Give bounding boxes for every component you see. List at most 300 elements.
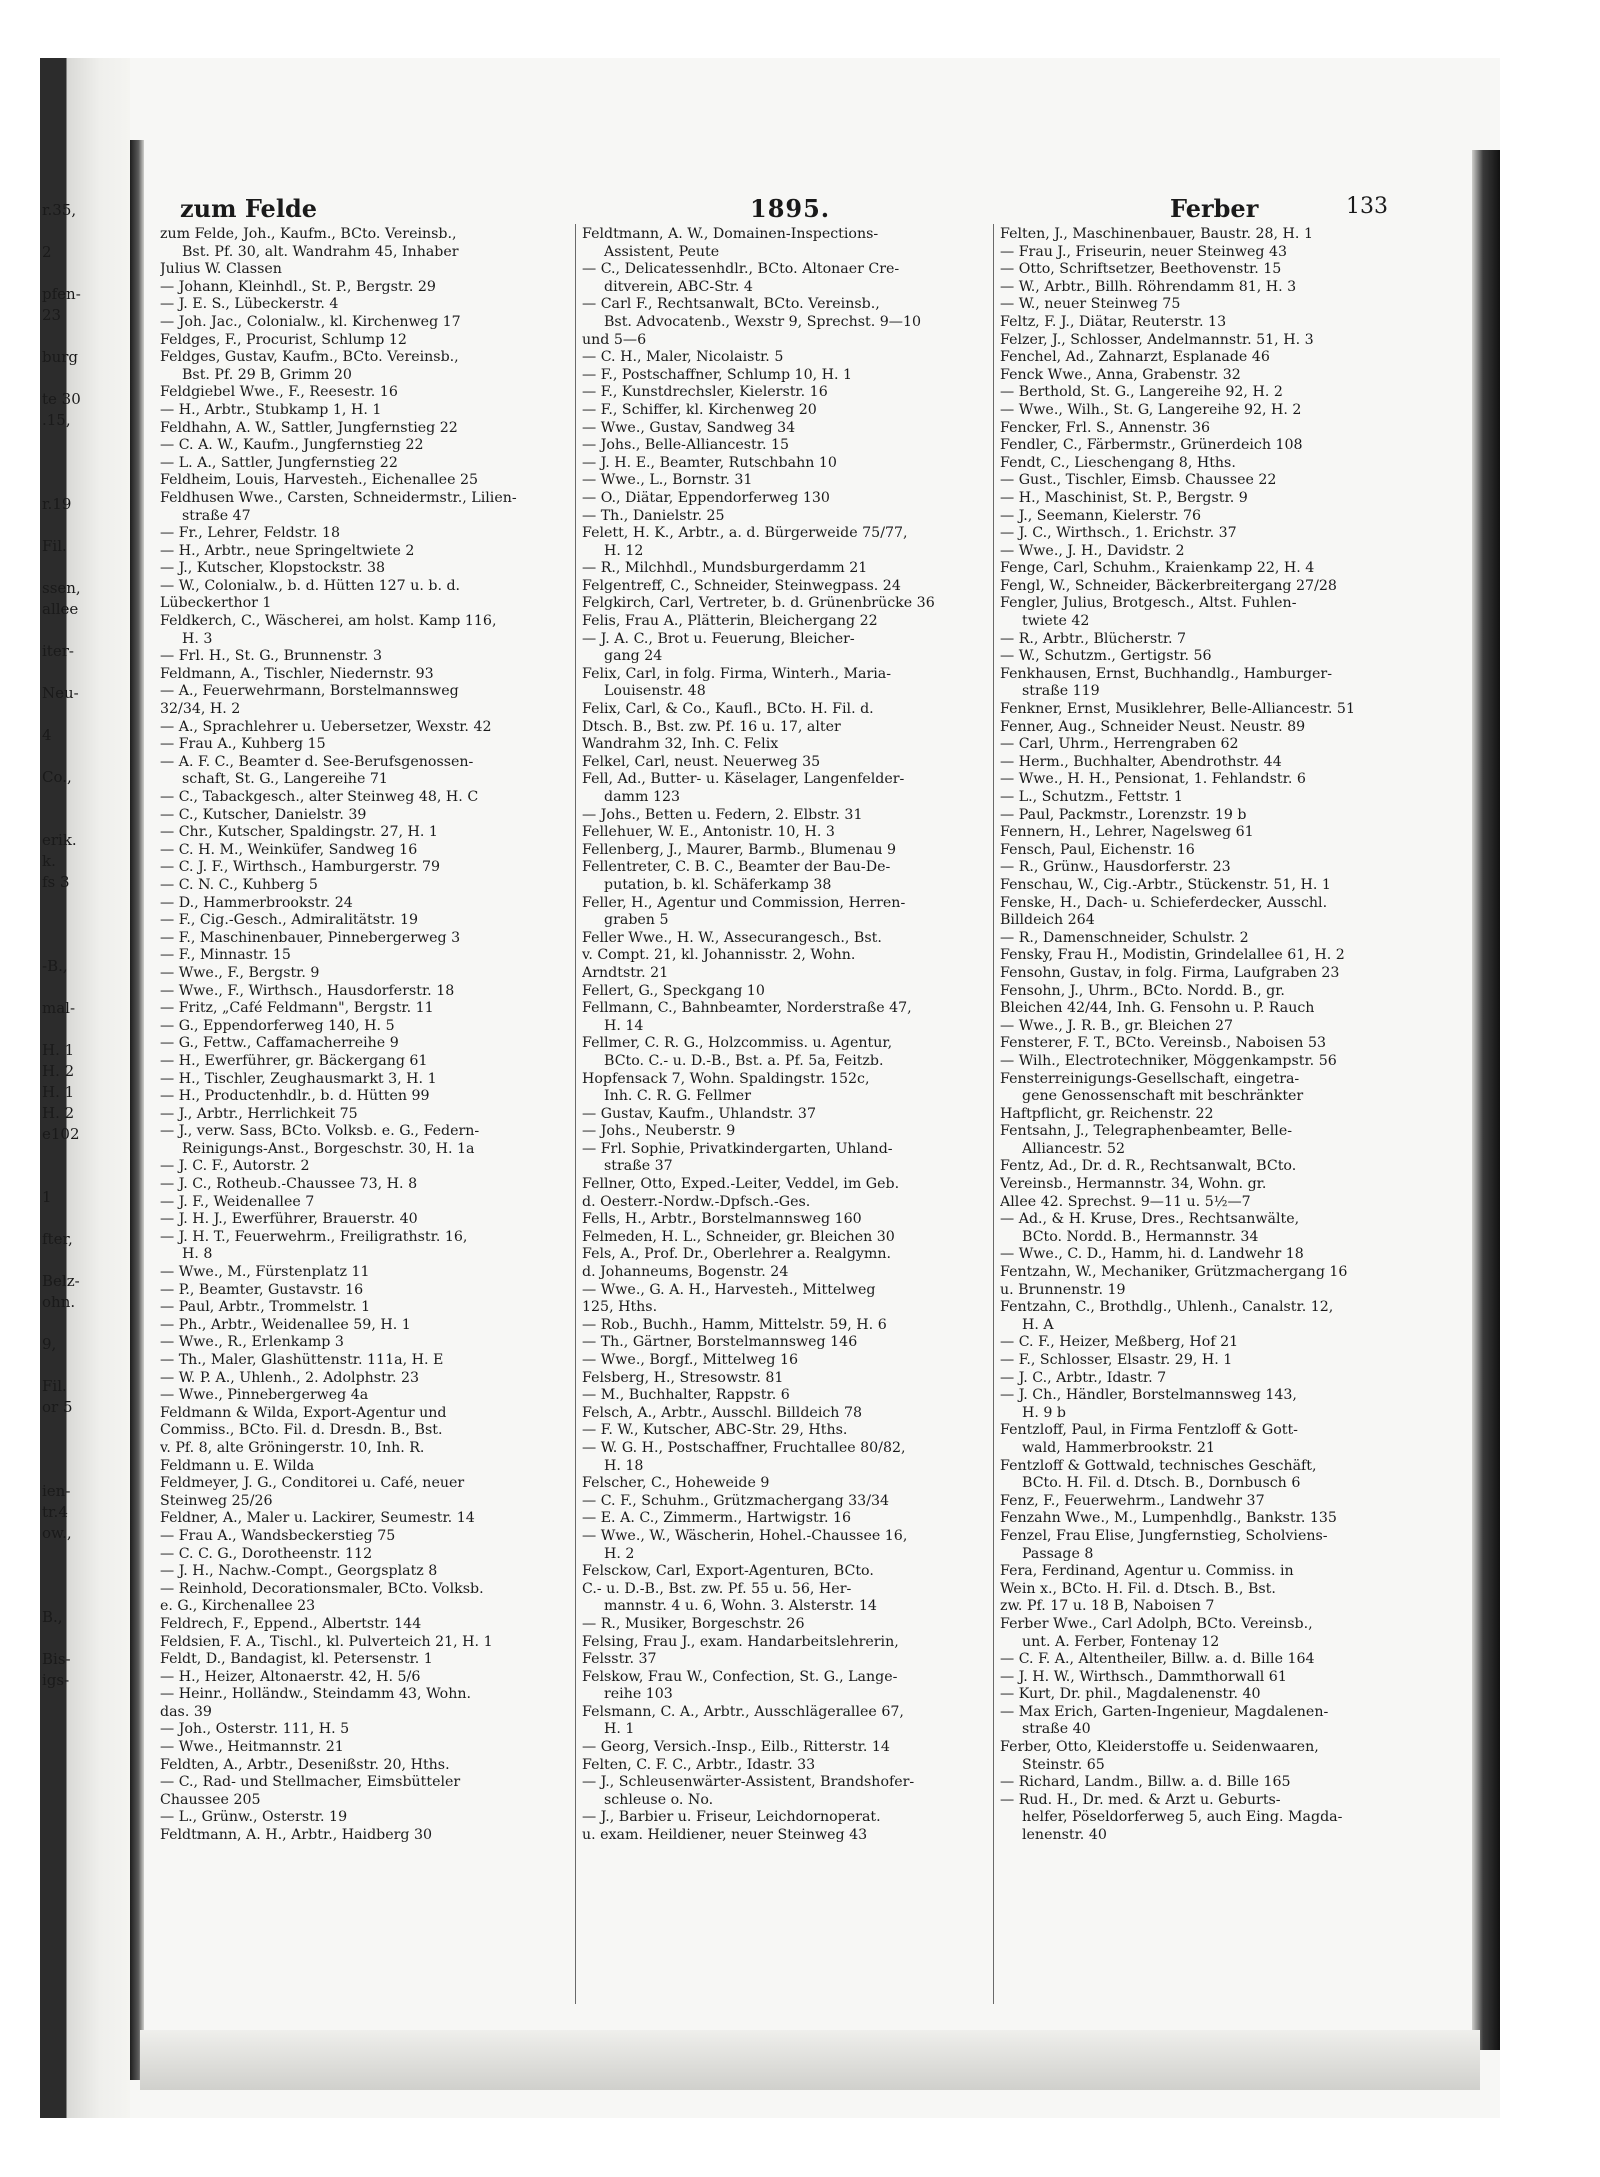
directory-entry-line: Feller Wwe., H. W., Assecurangesch., Bst. <box>582 929 882 946</box>
directory-entry-line: Fenchel, Ad., Zahnarzt, Esplanade 46 <box>1000 349 1270 366</box>
directory-entry-line: gang 24 <box>604 648 663 665</box>
directory-entry-line: Felix, Carl, in folg. Firma, Winterh., Maria- <box>582 665 892 682</box>
directory-entry-line: — Wwe., G. A. H., Harvesteh., Mittelweg <box>582 1281 876 1298</box>
directory-entry-line: — J. H., Nachw.-Compt., Georgsplatz 8 <box>160 1563 438 1580</box>
directory-entry-line: — C. A. W., Kaufm., Jungfernstieg 22 <box>160 437 424 454</box>
directory-entry-line: — Th., Danielstr. 25 <box>582 507 725 524</box>
directory-entry-line: straße 40 <box>1022 1721 1091 1738</box>
directory-entry-line: — J., verw. Sass, BCto. Volksb. e. G., Federn- <box>160 1123 480 1140</box>
directory-entry-line: — Frau A., Kuhberg 15 <box>160 736 326 753</box>
directory-entry-line: Felmeden, H. L., Schneider, gr. Bleichen 30 <box>582 1228 895 1245</box>
directory-entry-line: — J. C., Wirthsch., 1. Erichstr. 37 <box>1000 525 1237 542</box>
directory-entry-line: Fenzel, Frau Elise, Jungfernstieg, Scholviens- <box>1000 1527 1328 1544</box>
directory-entry-line: — J. H. T., Feuerwehrm., Freiligrathstr. 16, <box>160 1228 468 1245</box>
directory-entry-line: Fellmer, C. R. G., Holzcommiss. u. Agentur, <box>582 1035 893 1052</box>
margin-fragment: 1 <box>42 1188 52 1206</box>
margin-fragment <box>42 221 130 242</box>
directory-entry-line: Steinstr. 65 <box>1022 1756 1105 1773</box>
directory-entry-line: — W., Colonialw., b. d. Hütten 127 u. b. d. <box>160 577 461 594</box>
previous-page-margin-text <box>42 200 130 1691</box>
margin-fragment: 23 <box>42 306 62 324</box>
directory-entry-line: — Joh. Jac., Colonialw., kl. Kirchenweg 17 <box>160 313 461 330</box>
directory-entry-line: — Johs., Belle-Alliancestr. 15 <box>582 437 790 454</box>
directory-entry-line: Billdeich 264 <box>1000 912 1095 929</box>
directory-entry-line: Feller, H., Agentur und Commission, Herren- <box>582 894 906 911</box>
directory-entry-line: — Wwe., F., Bergstr. 9 <box>160 964 320 981</box>
directory-entry-line: v. Compt. 21, kl. Johannisstr. 2, Wohn. <box>582 947 856 964</box>
directory-entry-line: Fels, A., Prof. Dr., Oberlehrer a. Realgymn. <box>582 1246 892 1263</box>
directory-entry-line: e. G., Kirchenallee 23 <box>160 1598 316 1615</box>
directory-entry-line: — R., Damenschneider, Schulstr. 2 <box>1000 929 1249 946</box>
directory-entry-line: — G., Eppendorferweg 140, H. 5 <box>160 1017 395 1034</box>
margin-fragment: k. <box>42 852 56 870</box>
directory-entry-line: — Berthold, St. G., Langereihe 92, H. 2 <box>1000 384 1283 401</box>
directory-entry-line: Fencker, Frl. S., Annenstr. 36 <box>1000 419 1211 436</box>
margin-fragment: H. 2 <box>42 1062 75 1080</box>
directory-entry-line: Fendler, C., Färbermstr., Grünerdeich 108 <box>1000 437 1303 454</box>
directory-entry-line: Feldhahn, A. W., Sattler, Jungfernstieg 22 <box>160 419 458 436</box>
margin-fragment: 2 <box>42 243 52 261</box>
directory-entry-line: — F., Schiffer, kl. Kirchenweg 20 <box>582 401 817 418</box>
directory-entry-line: — Wwe., W., Wäscherin, Hohel.-Chaussee 16, <box>582 1527 908 1544</box>
directory-entry-line: — Richard, Landm., Billw. a. d. Bille 165 <box>1000 1774 1291 1791</box>
margin-fragment <box>42 1418 130 1439</box>
directory-entry-line: — A., Feuerwehrmann, Borstelmannsweg <box>160 683 459 700</box>
margin-fragment <box>42 557 130 578</box>
margin-fragment: ien- <box>42 1482 71 1500</box>
directory-entry-line: Bst. Pf. 29 B, Grimm 20 <box>182 366 352 383</box>
directory-entry-line: Julius W. Classen <box>160 261 282 278</box>
directory-entry-line: — Paul, Packmstr., Lorenzstr. 19 b <box>1000 806 1247 823</box>
directory-entry-line: — Max Erich, Garten-Ingenieur, Magdalenen- <box>1000 1703 1329 1720</box>
directory-entry-line: H. 9 b <box>1022 1404 1067 1421</box>
directory-entry-line: — E. A. C., Zimmerm., Hartwigstr. 16 <box>582 1510 852 1527</box>
margin-fragment <box>42 326 130 347</box>
margin-fragment: -B., <box>42 957 68 975</box>
directory-entry-line: — J., Schleusenwärter-Assistent, Brandshofer- <box>582 1774 915 1791</box>
directory-entry-line: — Rob., Buchh., Hamm, Mittelstr. 59, H. 6 <box>582 1316 887 1333</box>
directory-entry-line: Chaussee 205 <box>160 1791 261 1808</box>
directory-entry-line: — Chr., Kutscher, Spaldingstr. 27, H. 1 <box>160 824 438 841</box>
directory-entry-line: — A. F. C., Beamter d. See-Berufsgenossen- <box>160 753 474 770</box>
margin-fragment <box>42 893 130 914</box>
directory-entry-line: — L. A., Sattler, Jungfernstieg 22 <box>160 454 398 471</box>
margin-fragment <box>42 1544 130 1565</box>
margin-fragment <box>42 1019 130 1040</box>
directory-entry-line: Louisenstr. 48 <box>604 683 706 700</box>
page-number: 133 <box>1346 194 1388 219</box>
directory-entry-line: Fensterer, F. T., BCto. Vereinsb., Naboisen 53 <box>1000 1035 1327 1052</box>
directory-entry-line: Bst. Advocatenb., Wexstr 9, Sprechst. 9—10 <box>604 313 922 330</box>
directory-entry-line: Felsing, Frau J., exam. Handarbeitslehrerin, <box>582 1633 899 1650</box>
directory-entry-line: schaft, St. G., Langereihe 71 <box>182 771 388 788</box>
directory-entry-line: gene Genossenschaft mit beschränkter <box>1022 1088 1304 1105</box>
directory-entry-line: u. exam. Heildiener, neuer Steinweg 43 <box>582 1827 868 1844</box>
directory-entry-line: Fenschau, W., Cig.-Arbtr., Stückenstr. 51, H. 1 <box>1000 876 1331 893</box>
margin-fragment: igs- <box>42 1671 70 1689</box>
directory-entry-line: — H., Tischler, Zeughausmarkt 3, H. 1 <box>160 1070 437 1087</box>
directory-entry-line: Felskow, Frau W., Confection, St. G., Lange- <box>582 1668 898 1685</box>
directory-entry-line: — J., Seemann, Kielerstr. 76 <box>1000 507 1202 524</box>
margin-fragment: Co., <box>42 768 72 786</box>
directory-entry-line: — Johs., Betten u. Federn, 2. Elbstr. 31 <box>582 806 863 823</box>
directory-entry-line: — F., Kunstdrechsler, Kielerstr. 16 <box>582 384 828 401</box>
directory-entry-line: — Gust., Tischler, Eimsb. Chaussee 22 <box>1000 472 1277 489</box>
directory-entry-line: C.- u. D.-B., Bst. zw. Pf. 55 u. 56, Her- <box>582 1580 852 1597</box>
margin-fragment: iter- <box>42 642 74 660</box>
directory-entry-line: BCto. H. Fil. d. Dtsch. B., Dornbusch 6 <box>1022 1475 1301 1492</box>
margin-fragment <box>42 746 130 767</box>
directory-entry-line: — H., Arbtr., Stubkamp 1, H. 1 <box>160 401 382 418</box>
directory-entry-line: 32/34, H. 2 <box>160 701 241 718</box>
directory-entry-line: Bst. Pf. 30, alt. Wandrahm 45, Inhaber <box>182 243 459 260</box>
directory-entry-line: — M., Buchhalter, Rappstr. 6 <box>582 1387 790 1404</box>
directory-entry-line: — H., Heizer, Altonaerstr. 42, H. 5/6 <box>160 1668 421 1685</box>
directory-entry-line: — O., Diätar, Eppendorferweg 130 <box>582 489 830 506</box>
directory-entry-line: Feldhusen Wwe., Carsten, Schneidermstr., Lilien- <box>160 489 517 506</box>
directory-entry-line: — Johs., Neuberstr. 9 <box>582 1123 736 1140</box>
directory-entry-line: lenenstr. 40 <box>1022 1827 1107 1844</box>
directory-entry-line: — C. H., Maler, Nicolaistr. 5 <box>582 349 784 366</box>
directory-entry-line: Haftpflicht, gr. Reichenstr. 22 <box>1000 1105 1214 1122</box>
page-bottom-shadow <box>140 2030 1480 2090</box>
directory-entry-line: — F., Cig.-Gesch., Admiralitätstr. 19 <box>160 912 419 929</box>
directory-entry-line: twiete 42 <box>1022 613 1090 630</box>
directory-entry-line: u. Brunnenstr. 19 <box>1000 1281 1126 1298</box>
page-edge <box>1472 150 1500 2050</box>
directory-entry-line: — J. H. W., Wirthsch., Dammthorwall 61 <box>1000 1668 1287 1685</box>
directory-entry-line: Feldner, A., Maler u. Lackirer, Seumestr. 14 <box>160 1510 475 1527</box>
directory-entry-line: Dtsch. B., Bst. zw. Pf. 16 u. 17, alter <box>582 718 841 735</box>
margin-fragment <box>42 515 130 536</box>
margin-fragment: ssen, <box>42 579 81 597</box>
directory-entry-line: — W. G. H., Postschaffner, Fruchtallee 80/82, <box>582 1439 906 1456</box>
running-header <box>160 194 1388 224</box>
directory-entry-line: Feltz, F. J., Diätar, Reuterstr. 13 <box>1000 313 1227 330</box>
directory-entry-line: — Frl. Sophie, Privatkindergarten, Uhland- <box>582 1140 893 1157</box>
directory-entry-line: Commiss., BCto. Fil. d. Dresdn. B., Bst. <box>160 1422 443 1439</box>
directory-entry-line: — Wwe., Borgf., Mittelweg 16 <box>582 1352 799 1368</box>
directory-entry-line: Feldmann, A., Tischler, Niedernstr. 93 <box>160 665 434 682</box>
directory-entry-line: — Th., Maler, Glashüttenstr. 111a, H. E <box>160 1352 444 1368</box>
directory-entry-line: — Wwe., F., Wirthsch., Hausdorferstr. 18 <box>160 982 455 999</box>
directory-entry-line: straße 119 <box>1022 683 1100 700</box>
directory-entry-line: — H., Productenhdlr., b. d. Hütten 99 <box>160 1088 430 1105</box>
book-gutter <box>130 140 144 2080</box>
header-left-catchword: zum Felde <box>180 194 317 223</box>
margin-fragment: burg <box>42 348 79 366</box>
margin-fragment <box>42 1439 130 1460</box>
directory-entry-line: — C. N. C., Kuhberg 5 <box>160 876 318 893</box>
directory-entry-line: — R., Grünw., Hausdorferstr. 23 <box>1000 859 1231 876</box>
directory-entry-line: — Wilh., Electrotechniker, Möggenkampstr. 56 <box>1000 1052 1337 1069</box>
directory-entry-line: — Wwe., Heitmannstr. 21 <box>160 1739 344 1756</box>
directory-entry-line: — J. C., Rotheub.-Chaussee 73, H. 8 <box>160 1176 418 1193</box>
directory-entry-line: zw. Pf. 17 u. 18 B, Naboisen 7 <box>1000 1598 1215 1615</box>
margin-fragment <box>42 809 130 830</box>
directory-entry-line: H. 2 <box>604 1545 635 1562</box>
margin-fragment: r.19 <box>42 495 72 513</box>
directory-entry-line: H. 14 <box>604 1017 644 1034</box>
directory-entry-line: Felsch, A., Arbtr., Ausschl. Billdeich 78 <box>582 1404 863 1421</box>
directory-entry-line: Fenzahn Wwe., M., Lumpenhdlg., Bankstr. 135 <box>1000 1510 1337 1527</box>
directory-entry-line: Feldmann & Wilda, Export-Agentur und <box>160 1404 447 1421</box>
directory-entry-line: — G., Fettw., Caffamacherreihe 9 <box>160 1035 399 1052</box>
header-right-catchword: Ferber <box>1170 194 1259 223</box>
directory-entry-line: Felgkirch, Carl, Vertreter, b. d. Grünenbrücke 36 <box>582 595 935 612</box>
directory-entry-line: reihe 103 <box>604 1686 673 1703</box>
directory-entry-line: Felsckow, Carl, Export-Agenturen, BCto. <box>582 1563 874 1580</box>
directory-entry-line: — Fr., Lehrer, Feldstr. 18 <box>160 525 341 542</box>
directory-entry-line: Arndtstr. 21 <box>582 964 669 981</box>
directory-entry-line: wald, Hammerbrookstr. 21 <box>1022 1439 1215 1456</box>
margin-fragment <box>42 1166 130 1187</box>
directory-entry-line: Felten, C. F. C., Arbtr., Idastr. 33 <box>582 1756 816 1773</box>
directory-entry-line: — Frau A., Wandsbeckerstieg 75 <box>160 1527 396 1544</box>
directory-entry-line: — Wwe., R., Erlenkamp 3 <box>160 1334 344 1351</box>
header-year: 1895. <box>750 194 831 223</box>
directory-entry-line: — Reinhold, Decorationsmaler, BCto. Volksb. <box>160 1580 484 1597</box>
directory-entry-line: — C. H. M., Weinküfer, Sandweg 16 <box>160 841 418 858</box>
margin-fragment: erik. <box>42 831 77 849</box>
directory-entry-line: H. 18 <box>604 1457 644 1474</box>
directory-entry-line: — L., Grünw., Osterstr. 19 <box>160 1809 348 1826</box>
margin-fragment: or 5 <box>42 1398 73 1416</box>
margin-fragment <box>42 935 130 956</box>
directory-entry-line: zum Felde, Joh., Kaufm., BCto. Vereinsb., <box>160 226 457 242</box>
directory-entry-line: BCto. Nordd. B., Hermannstr. 34 <box>1022 1228 1259 1245</box>
directory-entry-line: v. Pf. 8, alte Gröningerstr. 10, Inh. R. <box>160 1439 425 1456</box>
margin-fragment: ow., <box>42 1524 72 1542</box>
directory-entry-line: — Johann, Kleinhdl., St. P., Bergstr. 29 <box>160 278 436 295</box>
margin-fragment <box>42 1145 130 1166</box>
directory-entry-line: Fellmann, C., Bahnbeamter, Norderstraße 47, <box>582 1000 912 1017</box>
directory-entry-line: Felis, Frau A., Plätterin, Bleichergang 22 <box>582 613 878 630</box>
margin-fragment <box>42 263 130 284</box>
margin-fragment: Bis- <box>42 1650 71 1668</box>
directory-entry-line: Ferber Wwe., Carl Adolph, BCto. Vereinsb., <box>1000 1615 1313 1632</box>
directory-entry-line: Fensohn, J., Uhrm., BCto. Nordd. B., gr. <box>1000 982 1285 999</box>
directory-entry-line: Felsberg, H., Stresowstr. 81 <box>582 1369 784 1386</box>
margin-fragment <box>42 662 130 683</box>
margin-fragment <box>42 977 130 998</box>
directory-entry-line: — H., Ewerführer, gr. Bäckergang 61 <box>160 1052 428 1069</box>
directory-entry-line: 125, Hths. <box>582 1299 658 1316</box>
directory-column-3 <box>1000 226 1402 1845</box>
directory-entry-line: — C., Kutscher, Danielstr. 39 <box>160 806 367 823</box>
margin-fragment <box>42 1565 130 1586</box>
directory-entry-line: Fensch, Paul, Eichenstr. 16 <box>1000 841 1195 858</box>
directory-entry-line: — J., Arbtr., Herrlichkeit 75 <box>160 1105 358 1122</box>
directory-entry-line: Felix, Carl, & Co., Kaufl., BCto. H. Fil. d. <box>582 701 874 718</box>
directory-entry-line: — H., Arbtr., neue Springeltwiete 2 <box>160 542 415 559</box>
directory-entry-line: — Kurt, Dr. phil., Magdalenenstr. 40 <box>1000 1686 1261 1703</box>
margin-fragment <box>42 1586 130 1607</box>
directory-entry-line: Bleichen 42/44, Inh. G. Fensohn u. P. Rauch <box>1000 1000 1315 1017</box>
directory-entry-line: — Wwe., C. D., Hamm, hi. d. Landwehr 18 <box>1000 1246 1304 1263</box>
directory-entry-line: Fentsahn, J., Telegraphenbeamter, Belle- <box>1000 1123 1293 1140</box>
directory-entry-line: — R., Musiker, Borgeschstr. 26 <box>582 1615 805 1632</box>
directory-entry-line: Fenske, H., Dach- u. Schieferdecker, Ausschl. <box>1000 894 1328 911</box>
directory-entry-line: Fensohn, Gustav, in folg. Firma, Laufgraben 23 <box>1000 964 1340 981</box>
margin-fragment <box>42 1208 130 1229</box>
directory-entry-line: H. 12 <box>604 542 644 559</box>
directory-entry-line: — F., Schlosser, Elsastr. 29, H. 1 <box>1000 1352 1233 1368</box>
directory-entry-line: — J. E. S., Lübeckerstr. 4 <box>160 296 339 313</box>
directory-entry-line: Feldmeyer, J. G., Conditorei u. Café, neuer <box>160 1475 465 1492</box>
directory-entry-line: — C. F., Heizer, Meßberg, Hof 21 <box>1000 1334 1239 1351</box>
directory-entry-line: unt. A. Ferber, Fontenay 12 <box>1022 1633 1220 1650</box>
directory-entry-line: — Wwe., L., Bornstr. 31 <box>582 472 753 489</box>
directory-entry-line: Fenz, F., Feuerwehrm., Landwehr 37 <box>1000 1492 1265 1509</box>
directory-entry-line: Felten, J., Maschinenbauer, Baustr. 28, H. 1 <box>1000 226 1313 242</box>
margin-fragment: e102 <box>42 1125 80 1143</box>
directory-entry-line: — C. J. F., Wirthsch., Hamburgerstr. 79 <box>160 859 441 876</box>
directory-entry-line: Feldheim, Louis, Harvesteh., Eichenallee 25 <box>160 472 479 489</box>
directory-entry-line: Felsstr. 37 <box>582 1651 657 1668</box>
directory-entry-line: BCto. C.- u. D.-B., Bst. a. Pf. 5a, Feitzb. <box>604 1052 884 1069</box>
directory-entry-line: Felscher, C., Hoheweide 9 <box>582 1475 770 1492</box>
directory-entry-line: damm 123 <box>604 789 681 805</box>
directory-entry-line: — R., Milchhdl., Mundsburgerdamm 21 <box>582 560 868 577</box>
margin-fragment <box>42 1460 130 1481</box>
directory-entry-line: Fensterreinigungs-Gesellschaft, eingetra- <box>1000 1070 1300 1087</box>
margin-fragment: Belz- <box>42 1272 80 1290</box>
directory-entry-line: — H., Maschinist, St. P., Bergstr. 9 <box>1000 489 1248 506</box>
margin-fragment: H. 1 <box>42 1083 75 1101</box>
margin-fragment: mal- <box>42 999 76 1017</box>
directory-entry-line: — W., neuer Steinweg 75 <box>1000 296 1181 313</box>
directory-entry-line: H. 3 <box>182 630 213 647</box>
directory-entry-line: Feldrech, F., Eppend., Albertstr. 144 <box>160 1615 422 1632</box>
directory-entry-line: — Th., Gärtner, Borstelmannsweg 146 <box>582 1334 858 1351</box>
directory-entry-line: putation, b. kl. Schäferkamp 38 <box>604 876 832 893</box>
margin-fragment <box>42 473 130 494</box>
directory-entry-line: Fensky, Frau H., Modistin, Grindelallee 61, H. 2 <box>1000 947 1345 964</box>
directory-entry-line: — D., Hammerbrookstr. 24 <box>160 894 353 911</box>
directory-entry-line: — C., Tabackgesch., alter Steinweg 48, H. C <box>160 789 479 805</box>
margin-fragment: .15, <box>42 411 71 429</box>
directory-entry-line: graben 5 <box>604 912 669 929</box>
margin-fragment: 9, <box>42 1335 57 1353</box>
margin-fragment <box>42 368 130 389</box>
directory-entry-line: Fera, Ferdinand, Agentur u. Commiss. in <box>1000 1563 1294 1580</box>
directory-entry-line: Feldges, F., Procurist, Schlump 12 <box>160 331 407 348</box>
directory-entry-line: straße 47 <box>182 507 251 524</box>
directory-entry-line: — C. F. A., Altentheiler, Billw. a. d. Bille 164 <box>1000 1651 1315 1668</box>
margin-fragment: fs 3 <box>42 873 70 891</box>
directory-entry-line: Feldmann u. E. Wilda <box>160 1457 315 1474</box>
directory-entry-line: Allee 42. Sprechst. 9—11 u. 5½—7 <box>1000 1193 1251 1210</box>
directory-entry-line: — R., Arbtr., Blücherstr. 7 <box>1000 630 1187 647</box>
margin-fragment: allee <box>42 600 79 618</box>
directory-entry-line: H. A <box>1022 1316 1054 1333</box>
directory-entry-line: — P., Beamter, Gustavstr. 16 <box>160 1281 364 1298</box>
margin-fragment <box>42 1355 130 1376</box>
directory-entry-line: — J. C. F., Autorstr. 2 <box>160 1158 310 1175</box>
directory-entry-line: — W., Schutzm., Gertigstr. 56 <box>1000 648 1212 665</box>
directory-entry-line: — Herm., Buchhalter, Abendrothstr. 44 <box>1000 753 1282 770</box>
directory-entry-line: Fenkhausen, Ernst, Buchhandlg., Hamburger- <box>1000 665 1332 682</box>
margin-fragment: 4 <box>42 726 52 744</box>
directory-entry-line: Vereinsb., Hermannstr. 34, Wohn. gr. <box>1000 1176 1267 1193</box>
directory-entry-line: Felsmann, C. A., Arbtr., Ausschlägerallee 67, <box>582 1703 904 1720</box>
directory-entry-line: Fellehuer, W. E., Antonistr. 10, H. 3 <box>582 824 835 841</box>
column-rule <box>575 224 576 2004</box>
column-rule <box>993 224 994 2004</box>
directory-entry-line: d. Johanneums, Bogenstr. 24 <box>582 1264 789 1281</box>
directory-entry-line: Fellenberg, J., Maurer, Barmb., Blumenau 9 <box>582 841 897 858</box>
margin-fragment: tr.4 <box>42 1503 68 1521</box>
directory-entry-line: — Georg, Versich.-Insp., Eilb., Ritterstr. 14 <box>582 1739 890 1756</box>
directory-entry-line: — Gustav, Kaufm., Uhlandstr. 37 <box>582 1105 816 1122</box>
margin-fragment: H. 2 <box>42 1104 75 1122</box>
directory-entry-line: — C., Rad- und Stellmacher, Eimsbütteler <box>160 1774 461 1791</box>
directory-entry-line: Fenge, Carl, Schuhm., Kraienkamp 22, H. 4 <box>1000 560 1315 577</box>
directory-entry-line: Passage 8 <box>1022 1545 1094 1562</box>
directory-entry-line: Fennern, H., Lehrer, Nagelsweg 61 <box>1000 824 1254 841</box>
directory-entry-line: — J. H. J., Ewerführer, Brauerstr. 40 <box>160 1211 418 1228</box>
directory-entry-line: — Ad., & H. Kruse, Dres., Rechtsanwälte, <box>1000 1211 1300 1228</box>
directory-entry-line: — Wwe., J. R. B., gr. Bleichen 27 <box>1000 1017 1234 1034</box>
directory-entry-line: — Frl. H., St. G., Brunnenstr. 3 <box>160 648 382 665</box>
directory-entry-line: Fentzloff & Gottwald, technisches Geschäft, <box>1000 1457 1317 1474</box>
directory-entry-line: mannstr. 4 u. 6, Wohn. 3. Alsterstr. 14 <box>604 1598 877 1615</box>
margin-fragment: r.35, <box>42 201 77 219</box>
directory-entry-line: — J. F., Weidenallee 7 <box>160 1193 315 1210</box>
directory-entry-line: helfer, Pöseldorferweg 5, auch Eing. Magda- <box>1022 1809 1343 1826</box>
directory-entry-line: Fentz, Ad., Dr. d. R., Rechtsanwalt, BCto. <box>1000 1158 1297 1175</box>
directory-entry-line: Hopfensack 7, Wohn. Spaldingstr. 152c, <box>582 1070 870 1087</box>
directory-entry-line: — F., Minnastr. 15 <box>160 947 291 964</box>
directory-entry-line: — Rud. H., Dr. med. & Arzt u. Geburts- <box>1000 1791 1281 1808</box>
margin-fragment: Neu- <box>42 684 79 702</box>
directory-entry-line: Felkel, Carl, neust. Neuerweg 35 <box>582 753 821 770</box>
directory-entry-line: Assistent, Peute <box>604 243 720 260</box>
directory-entry-line: Fenkner, Ernst, Musiklehrer, Belle-Alliancestr. 51 <box>1000 701 1355 718</box>
margin-fragment: Fil. <box>42 1377 67 1395</box>
directory-entry-line: — J. H. E., Beamter, Rutschbahn 10 <box>582 454 837 471</box>
directory-entry-line: — Ph., Arbtr., Weidenallee 59, H. 1 <box>160 1316 411 1333</box>
directory-entry-line: H. 8 <box>182 1246 213 1263</box>
directory-entry-line: — J. A. C., Brot u. Feuerung, Bleicher- <box>582 630 855 647</box>
directory-entry-line: — Frau J., Friseurin, neuer Steinweg 43 <box>1000 243 1288 260</box>
directory-entry-line: — C. F., Schuhm., Grützmachergang 33/34 <box>582 1492 890 1509</box>
directory-entry-line: — J., Barbier u. Friseur, Leichdornoperat. <box>582 1809 881 1826</box>
margin-fragment: Fil. <box>42 537 67 555</box>
directory-entry-line: Feldsien, F. A., Tischl., kl. Pulverteich 21, H. 1 <box>160 1633 493 1650</box>
directory-entry-line: Lübeckerthor 1 <box>160 595 272 612</box>
directory-entry-line: und 5—6 <box>582 331 647 348</box>
margin-fragment: B., <box>42 1608 63 1626</box>
directory-entry-line: Fentzloff, Paul, in Firma Fentzloff & Gott- <box>1000 1422 1298 1439</box>
directory-entry-line: — Wwe., M., Fürstenplatz 11 <box>160 1264 370 1281</box>
margin-fragment <box>42 431 130 452</box>
margin-fragment <box>42 620 130 641</box>
directory-entry-line: Fenck Wwe., Anna, Grabenstr. 32 <box>1000 366 1241 383</box>
directory-entry-line: Alliancestr. 52 <box>1022 1140 1126 1157</box>
directory-column-1 <box>160 226 570 1845</box>
directory-entry-line: Wein x., BCto. H. Fil. d. Dtsch. B., Bst. <box>1000 1580 1276 1597</box>
directory-entry-line: Fengler, Julius, Brotgesch., Altst. Fuhlen- <box>1000 595 1297 612</box>
directory-entry-line: straße 37 <box>604 1158 673 1175</box>
directory-entry-line: Felzer, J., Schlosser, Andelmannstr. 51, H. 3 <box>1000 331 1314 348</box>
directory-entry-line: — J. Ch., Händler, Borstelmannsweg 143, <box>1000 1387 1297 1404</box>
directory-entry-line: Fendt, C., Lieschengang 8, Hths. <box>1000 454 1236 471</box>
directory-column-2 <box>582 226 992 1845</box>
directory-entry-line: Feldtmann, A. W., Domainen-Inspections- <box>582 226 879 242</box>
directory-entry-line: — J. C., Arbtr., Idastr. 7 <box>1000 1369 1167 1386</box>
